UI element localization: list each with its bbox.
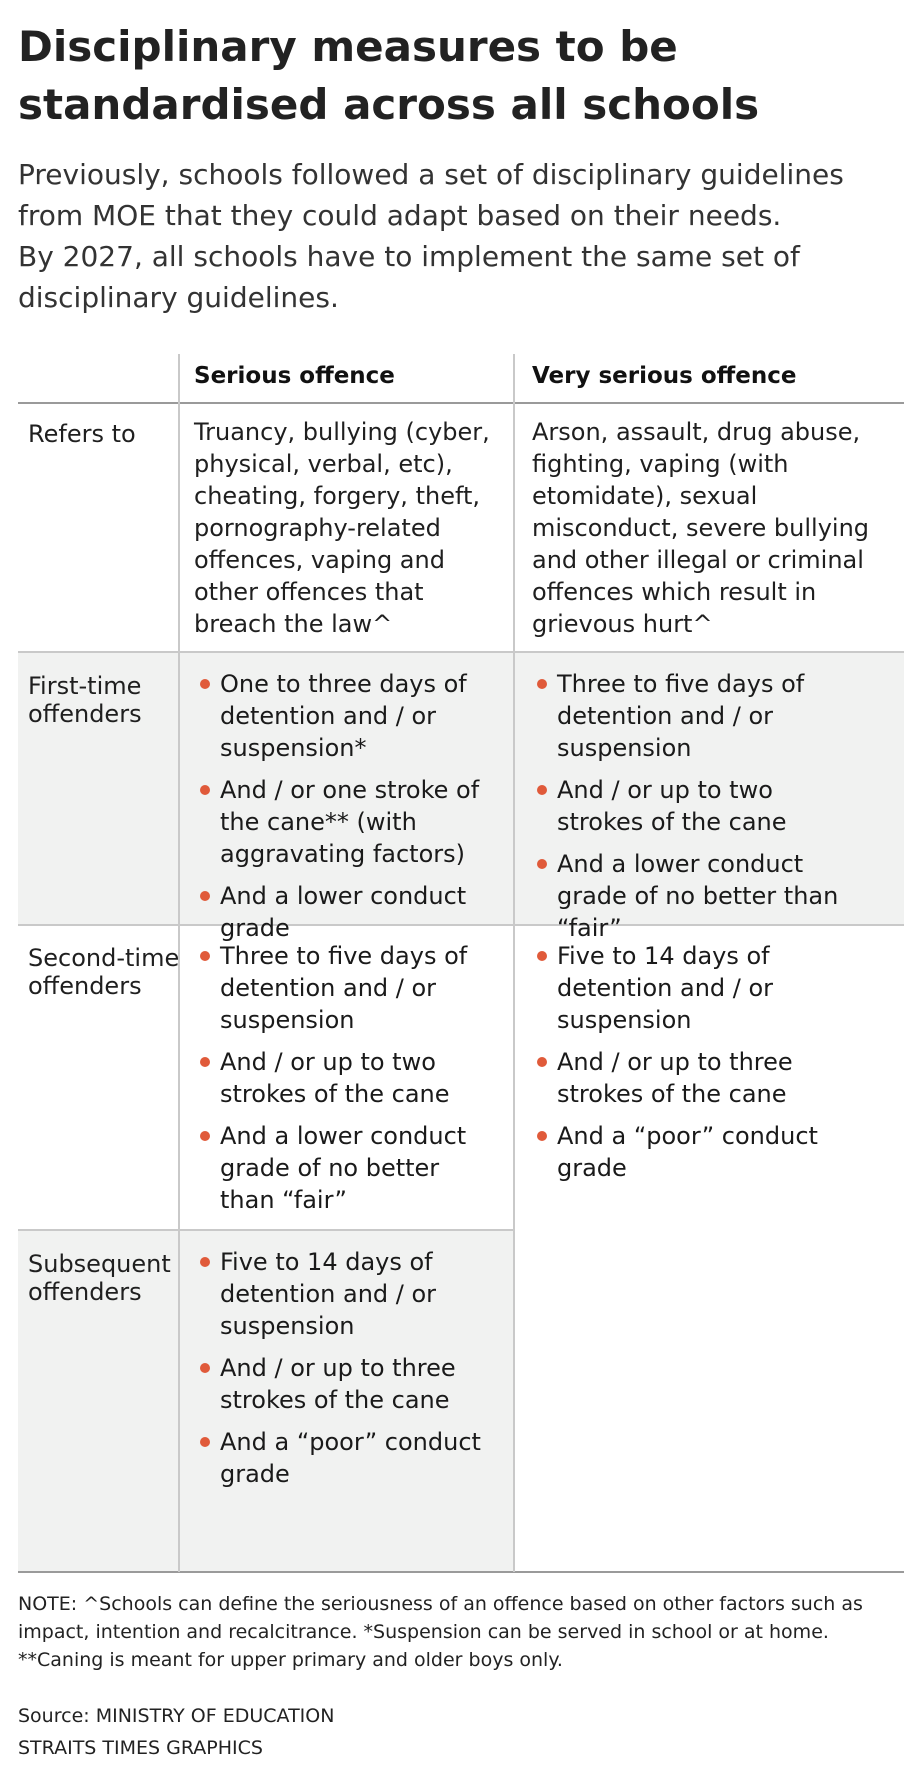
source-line: Source: MINISTRY OF EDUCATION [18, 1705, 335, 1727]
list-item: And a “poor” conduct grade [198, 1426, 498, 1490]
first-time-serious-list [198, 668, 498, 954]
list-item: Five to 14 days of detention and / or suspension [535, 940, 865, 1036]
row-label-subsequent: Subsequent offenders [28, 1250, 171, 1306]
list-item: And a lower conduct grade of no better than “fair” [198, 1120, 498, 1216]
col-divider-2 [513, 354, 515, 1572]
list-item: One to three days of detention and / or suspension* [198, 668, 498, 764]
discipline-table [18, 354, 904, 1572]
list-item: And a lower conduct grade [198, 880, 498, 944]
intro-paragraph-1: Previously, schools followed a set of disciplinary guidelines from MOE that they could adapt based on their needs. [18, 158, 844, 232]
footnote: NOTE: ^Schools can define the seriousness of an offence based on other factors such as impact, intention and recalcitrance. *Suspension can be served in school or at home. **Caning is meant for upper primary and older boys only. [18, 1593, 863, 1671]
intro-text [18, 154, 898, 318]
header-rule [18, 402, 904, 404]
page-title: Disciplinary measures to be standardised across all schools [18, 22, 760, 129]
refers-to-very-serious: Arson, assault, drug abuse, fighting, vaping (with etomidate), sexual misconduct, severe bullying and other illegal or criminal offences which result in grievous hurt^ [532, 418, 870, 638]
credit-line: STRAITS TIMES GRAPHICS [18, 1737, 263, 1759]
intro-paragraph-2: By 2027, all schools have to implement the same set of disciplinary guidelines. [18, 240, 800, 314]
row-label-second-time: Second-time offenders [28, 944, 180, 1000]
row-label-refers-to: Refers to [28, 420, 136, 448]
second-and-subsequent-very-serious-list [535, 940, 865, 1194]
row-label-first-time: First-time offenders [28, 672, 142, 728]
second-time-serious-list [198, 940, 498, 1226]
list-item: And / or up to three strokes of the cane [198, 1352, 498, 1416]
row-rule-3 [18, 1229, 514, 1231]
list-item: And / or one stroke of the cane** (with aggravating factors) [198, 774, 498, 870]
header-serious-offence: Serious offence [194, 363, 395, 389]
list-item: And a lower conduct grade of no better than “fair” [535, 848, 865, 944]
header-very-serious-offence: Very serious offence [532, 363, 797, 389]
bottom-rule [18, 1571, 904, 1573]
list-item: Three to five days of detention and / or suspension [535, 668, 865, 764]
list-item: And / or up to two strokes of the cane [535, 774, 865, 838]
subsequent-serious-list [198, 1246, 498, 1500]
list-item: Five to 14 days of detention and / or suspension [198, 1246, 498, 1342]
row-rule-1 [18, 651, 904, 653]
list-item: Three to five days of detention and / or suspension [198, 940, 498, 1036]
source-block [18, 1700, 618, 1764]
first-time-very-serious-list [535, 668, 865, 954]
list-item: And a “poor” conduct grade [535, 1120, 865, 1184]
list-item: And / or up to two strokes of the cane [198, 1046, 498, 1110]
list-item: And / or up to three strokes of the cane [535, 1046, 865, 1110]
refers-to-serious: Truancy, bullying (cyber, physical, verbal, etc), cheating, forgery, theft, pornography-related offences, vaping and other offences that breach the law^ [194, 418, 490, 638]
